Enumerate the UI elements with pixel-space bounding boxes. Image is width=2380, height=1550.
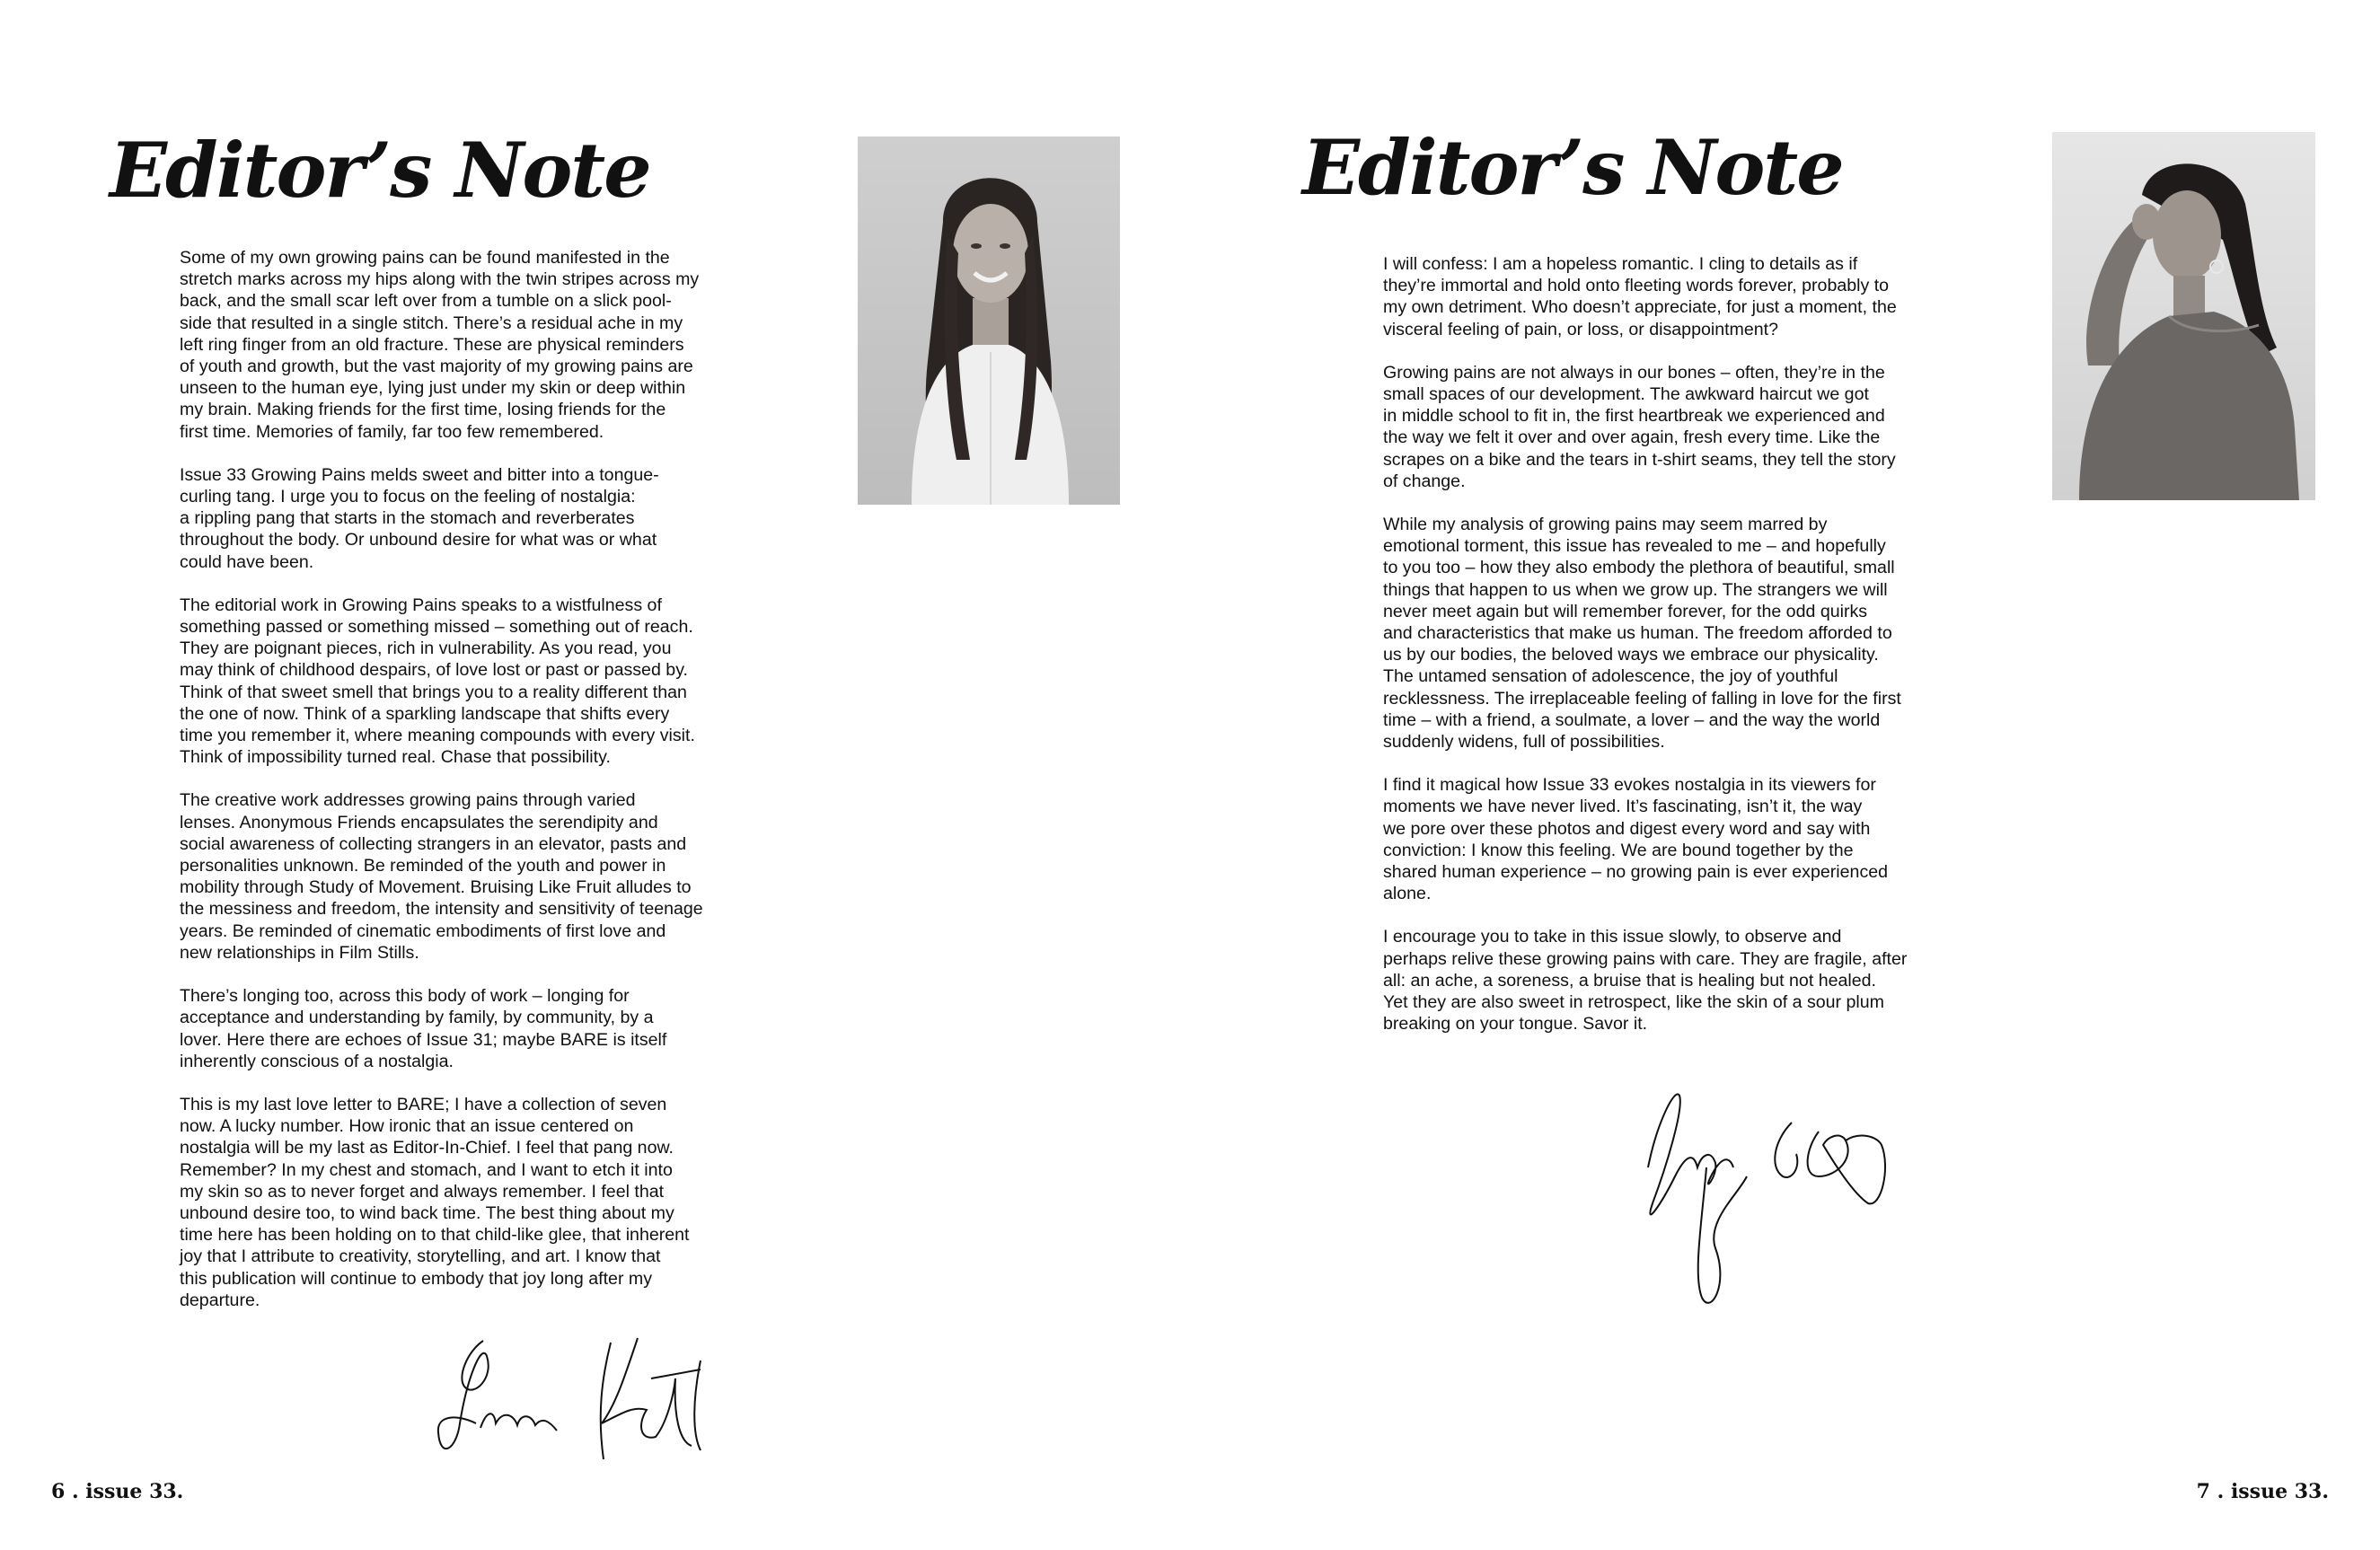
left-paragraph-1: Some of my own growing pains can be found manifested in the stretch marks across my hips along with the twin stripes across my back, and the small scar left over from a tumble on a slick pool- side that resulted in a single stitch. There’s a residual ache in my left ring finger from an old fracture. These are physical reminders of youth and growth, but the vast majority of my growing pains are unseen to the human eye, lying just under my skin or deep within my brain. Making friends for the first time, losing friends for the first time. Memories of family, far too few remembered. bbox=[180, 248, 700, 442]
right-page bbox=[1190, 0, 2380, 1550]
editor-portrait-left bbox=[858, 137, 1120, 505]
folio-left: 6 . issue 33. bbox=[51, 1480, 184, 1503]
right-paragraph-1: I will confess: I am a hopeless romantic. I cling to details as if they’re immortal and hold onto fleeting words forever, probably to my own detriment. Who doesn’t appreciate, for just a moment, the visceral feeling of pain, or loss, or disappointment? bbox=[1383, 254, 1897, 339]
left-paragraph-3: The editorial work in Growing Pains speaks to a wistfulness of something passed or something missed – something out of reach. They are poignant pieces, rich in vulnerability. As you read, you may think of childhood despairs, of love lost or past or passed by. Think of that sweet smell that brings you to a reality different than the one of now. Think of a sparkling landscape that shifts every time you remember it, where meaning compounds with every visit. Think of impossibility turned real. Chase that possibility. bbox=[180, 594, 695, 768]
handwritten-signature-right-icon bbox=[1612, 1069, 1917, 1311]
left-paragraph-5: There’s longing too, across this body of work – longing for acceptance and understanding by family, by community, by a lover. Here there are echoes of Issue 31; maybe BARE is itself inherently conscious of a nostalgia. bbox=[180, 986, 667, 1071]
folio-right: 7 . issue 33. bbox=[2196, 1480, 2329, 1503]
right-paragraph-3: While my analysis of growing pains may seem marred by emotional torment, this issue has revealed to me – and hopefully to you too – how they also embody the plethora of beautiful, small things that happen to us when we grow up. The strangers we will never meet again but will remember forever, for the odd quirks and characteristics that make us human. The freedom afforded to us by our bodies, the beloved ways we embrace our physicality. The untamed sensation of adolescence, the joy of youthful recklessness. The irreplaceable feeling of falling in love for the first time – with a friend, a soulmate, a lover – and the way the world suddenly widens, full of possibilities. bbox=[1383, 515, 1901, 753]
left-page-body bbox=[180, 247, 736, 1333]
left-paragraph-2: Issue 33 Growing Pains melds sweet and bitter into a tongue- curling tang. I urge you to focus on the feeling of nostalgia: a rippling pang that starts in the stomach and reverberates throughout the body. Or unbound desire for what was or what could have been. bbox=[180, 464, 659, 572]
portrait-photo-left-icon bbox=[858, 137, 1120, 505]
portrait-photo-right-icon bbox=[2052, 132, 2315, 500]
left-paragraph-4: The creative work addresses growing pains through varied lenses. Anonymous Friends encapsulates the serendipity and social awareness of collecting strangers in an elevator, pasts and personalities unknown. Be reminded of the youth and power in mobility through Study of Movement. Bruising Like Fruit alludes to the messiness and freedom, the intensity and sensitivity of teenage years. Be reminded of cinematic embodiments of first love and new relationships in Film Stills. bbox=[180, 790, 703, 963]
left-page-title: Editor’s Note bbox=[110, 126, 650, 215]
right-paragraph-4: I find it magical how Issue 33 evokes nostalgia in its viewers for moments we have never lived. It’s fascinating, isn’t it, the way we pore over these photos and digest every word and say with conviction: I know this feeling. We are bound together by the shared human experience – no growing pain is ever experienced alone. bbox=[1383, 775, 1889, 904]
handwritten-signature-left-icon bbox=[431, 1325, 727, 1477]
signature-left bbox=[431, 1325, 727, 1477]
left-paragraph-6: This is my last love letter to BARE; I have a collection of seven now. A lucky number. How ironic that an issue centered on nostalgia will be my last as Editor-In-Chief. I feel that pang now. Remember? In my chest and stomach, and I want to etch it into my skin so as to never forget and always remember. I feel that unbound desire too, to wind back time. The best thing about my time here has been holding on to that child-like glee, that inherent joy that I attribute to creativity, storytelling, and art. I know that this publication will continue to embody that joy long after my departure. bbox=[180, 1094, 690, 1310]
right-page-title: Editor’s Note bbox=[1302, 123, 1843, 212]
right-paragraph-5: I encourage you to take in this issue slowly, to observe and perhaps relive these growing pains with care. They are fragile, after all: an ache, a soreness, a bruise that is healing but not healed. Yet they are also sweet in retrospect, like the skin of a sour plum breaking on your tongue. Savor it. bbox=[1383, 927, 1908, 1035]
right-page-body bbox=[1383, 253, 1940, 1057]
signature-right bbox=[1612, 1069, 1917, 1311]
editor-portrait-right bbox=[2052, 132, 2315, 500]
right-paragraph-2: Growing pains are not always in our bones – often, they’re in the small spaces of our development. The awkward haircut we got in middle school to fit in, the first heartbreak we experienced and the way we felt it over and over again, fresh every time. Like the scrapes on a bike and the tears in t-shirt seams, they tell the story of change. bbox=[1383, 362, 1896, 491]
